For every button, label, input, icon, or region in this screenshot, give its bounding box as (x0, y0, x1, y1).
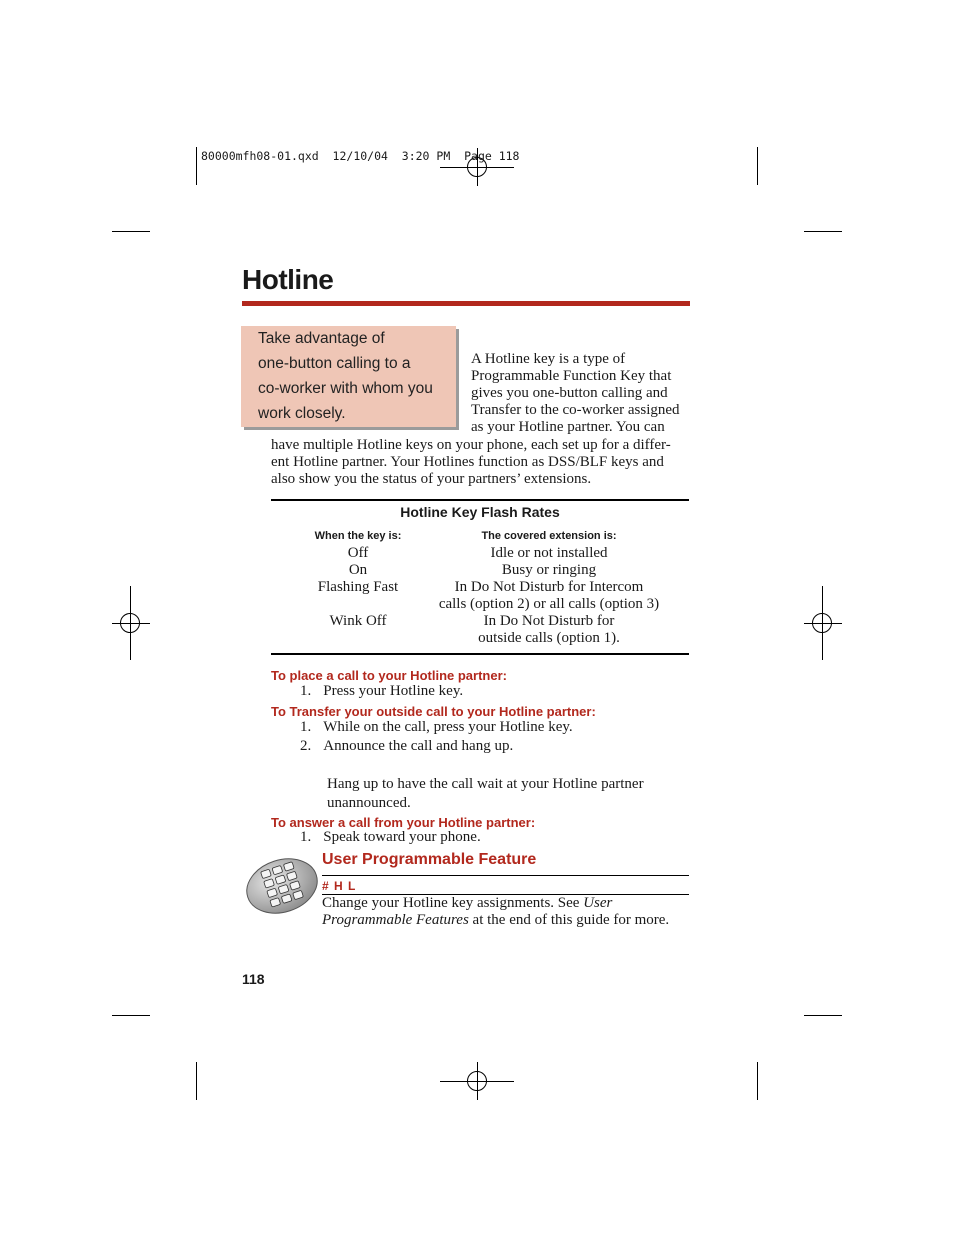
note-line: Hang up to have the call wait at your Hotline partner (327, 776, 644, 792)
callout-line: co-worker with whom you (258, 380, 433, 397)
callout-box (241, 326, 456, 427)
upf-heading: User Programmable Feature (322, 851, 537, 868)
upf-code: # H L (322, 879, 357, 893)
step-number: 1. (300, 683, 312, 699)
callout-line: work closely. (258, 405, 346, 422)
upf-description (322, 895, 692, 929)
procedure-heading: To Transfer your outside call to your Hotline partner: (271, 704, 596, 719)
intro-line: have multiple Hotline keys on your phone, each set up for a differ- (271, 437, 671, 453)
step-number: 1. (300, 829, 312, 845)
procedure-heading: To place a call to your Hotline partner: (271, 668, 507, 683)
intro-line: gives you one-button calling and (471, 385, 668, 401)
intro-line: also show you the status of your partners’ extensions. (271, 471, 592, 487)
table-cell: calls (option 2) or all calls (option 3) (438, 596, 660, 612)
step-text: Speak toward your phone. (323, 829, 481, 845)
table-cell: Wink Off (329, 613, 387, 629)
step-number: 2. (300, 738, 312, 754)
procedure-step (300, 683, 463, 700)
keypad-icon (244, 856, 320, 916)
page-title: Hotline (242, 264, 334, 295)
table-cell: On (348, 562, 368, 578)
procedure-step (300, 829, 481, 846)
intro-line: A Hotline key is a type of (471, 351, 626, 367)
table-cell: In Do Not Disturb for (483, 613, 615, 629)
table-cell: Busy or ringing (501, 562, 597, 578)
table-top-rule (271, 499, 689, 501)
table-cell: Off (347, 545, 369, 561)
step-text: Press your Hotline key. (323, 683, 464, 699)
upf-text-italic: User (583, 895, 613, 911)
intro-right-column (471, 351, 680, 436)
intro-line: ent Hotline partner. Your Hotlines function as DSS/BLF keys and (271, 454, 664, 470)
table-cell: Idle or not installed (490, 545, 608, 561)
procedure-heading: To answer a call from your Hotline partner: (271, 815, 536, 830)
intro-line: Programmable Function Key that (471, 368, 672, 384)
table-title: Hotline Key Flash Rates (400, 504, 560, 520)
table-cell: outside calls (option 1). (478, 630, 620, 646)
table-col2-header: The covered extension is: (481, 530, 617, 542)
intro-line: as your Hotline partner. You can (471, 419, 665, 435)
callout-line: one-button calling to a (258, 355, 411, 372)
table-cell: Flashing Fast (317, 579, 399, 595)
table-bottom-rule (271, 653, 689, 655)
table-col1-header: When the key is: (314, 530, 402, 542)
step-text: Announce the call and hang up. (323, 738, 514, 754)
procedure-step (300, 719, 573, 736)
procedure-step (300, 738, 513, 755)
table-cell: In Do Not Disturb for Intercom (454, 579, 644, 595)
upf-text: Change your Hotline key assignments. See (322, 895, 584, 911)
note-line: unannounced. (327, 795, 411, 811)
title-rule (242, 301, 690, 306)
step-text: While on the call, press your Hotline key. (323, 719, 573, 735)
upf-rule-top (322, 875, 689, 876)
table-col1 (298, 545, 418, 630)
print-slug: 80000mfh08-01.qxd 12/10/04 3:20 PM Page 118 (201, 149, 520, 163)
table-col2 (419, 545, 679, 647)
page-number: 118 (242, 971, 265, 987)
intro-full-width (271, 437, 671, 488)
upf-text: at the end of this guide for more. (468, 912, 670, 928)
step-number: 1. (300, 719, 312, 735)
procedure-note (327, 775, 644, 813)
callout-line: Take advantage of (258, 330, 385, 347)
upf-text-italic: Programmable Features (322, 912, 469, 928)
intro-line: Transfer to the co-worker assigned (471, 402, 680, 418)
